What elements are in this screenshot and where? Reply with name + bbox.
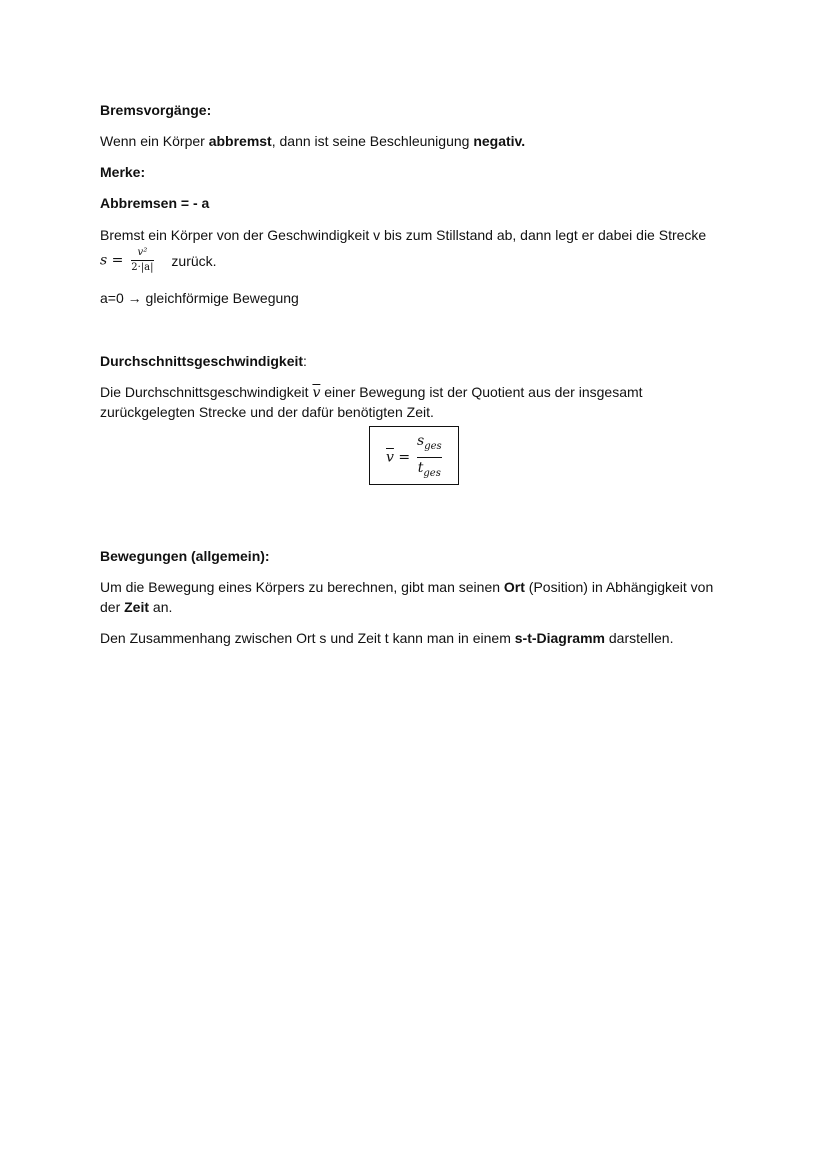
text-segment: Um die Bewegung eines Körpers zu berechnen, gibt man seinen <box>100 579 504 595</box>
fraction-denominator: 2·|a| <box>131 262 154 273</box>
text-segment: , dann ist seine Beschleunigung <box>271 133 474 149</box>
text-segment: an. <box>149 599 173 615</box>
heading-durchschnitt <box>100 352 307 370</box>
formula-lhs: s = <box>100 252 124 269</box>
paragraph-st-diagramm <box>100 629 673 647</box>
numerator-subscript: ges <box>424 440 442 452</box>
fraction <box>417 432 442 483</box>
text-segment: (Position) in Abhängigkeit von <box>524 579 714 595</box>
numerator-symbol: s <box>417 433 425 449</box>
bold-ort: Ort <box>503 579 525 595</box>
paragraph-durchschnitt-1 <box>100 383 643 402</box>
heading-bremsvorgaenge: Bremsvorgänge: <box>100 102 212 118</box>
text-segment: Wenn ein Körper <box>100 133 209 149</box>
fraction <box>131 247 153 274</box>
formula-box-durchschnitt <box>369 426 459 485</box>
bold-abbremst: abbremst <box>208 133 272 149</box>
text-segment: darstellen. <box>605 630 674 646</box>
denominator-symbol: t <box>417 459 424 476</box>
fraction-numerator: v² <box>137 247 148 258</box>
fraction-bar <box>131 260 153 261</box>
text-segment: einer Bewegung ist der Quotient aus der insgesamt <box>320 384 643 400</box>
formula-bremsweg <box>100 247 217 277</box>
paragraph-abbremst <box>100 132 525 150</box>
paragraph-durchschnitt-2: zurückgelegten Strecke und der dafür benötigten Zeit. <box>100 404 434 420</box>
bold-zeit: Zeit <box>124 599 150 615</box>
fraction-denominator <box>417 459 442 483</box>
formula-suffix: zurück. <box>171 252 217 269</box>
paragraph-bewegungen-2 <box>100 598 172 616</box>
formula-equals: = <box>393 449 411 466</box>
paragraph-gleichfoermig: a=0 → gleichförmige Bewegung <box>100 290 299 306</box>
formula-content <box>386 432 442 483</box>
text-segment: der <box>100 599 125 615</box>
bold-st-diagramm: s-t-Diagramm <box>514 630 605 646</box>
rule-abbremsen: Abbremsen = - a <box>100 195 210 211</box>
paragraph-bewegungen-1 <box>100 578 713 596</box>
denominator-subscript: ges <box>423 467 441 479</box>
fraction-numerator <box>417 432 442 456</box>
formula-v-bar: $\overline{v}$ <box>386 449 394 466</box>
heading-bewegungen: Bewegungen (allgemein): <box>100 548 270 564</box>
text-segment: Den Zusammenhang zwischen Ort s und Zeit t kann man in einem <box>100 630 515 646</box>
paragraph-bremsweg: Bremst ein Körper von der Geschwindigkeit v bis zum Stillstand ab, dann legt er dabei die Strecke <box>100 227 707 243</box>
bold-negativ: negativ. <box>473 133 526 149</box>
heading-merke: Merke: <box>100 164 146 180</box>
text-segment: Die Durchschnittsgeschwindigkeit <box>100 384 313 400</box>
heading-text: Durchschnittsgeschwindigkeit <box>100 353 304 369</box>
fraction-bar <box>417 457 442 458</box>
heading-colon: : <box>303 353 307 369</box>
v-bar-symbol: $\overline{v}$ <box>312 385 321 401</box>
